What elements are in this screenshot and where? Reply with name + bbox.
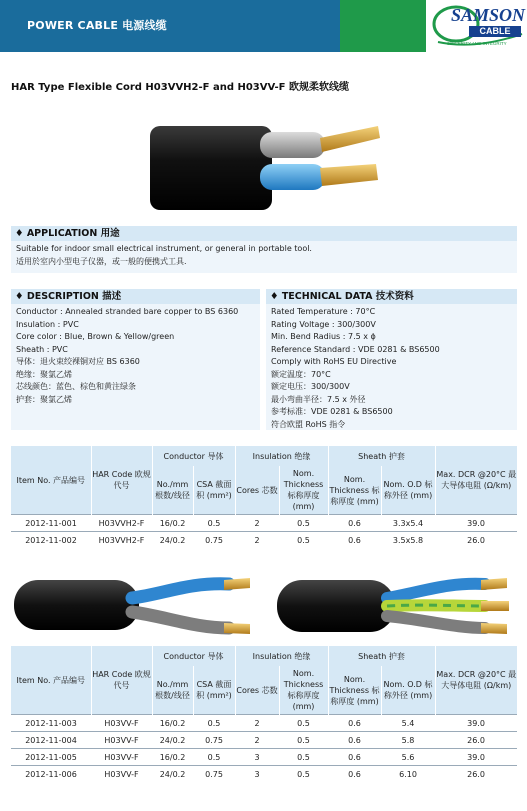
technical-line: Reference Standard : VDE 0281 & BS6500 xyxy=(271,344,440,354)
cell: 39.0 xyxy=(435,515,517,532)
cell: 3.3x5.4 xyxy=(381,515,435,532)
logo-wordmark-sub: CABLE xyxy=(469,26,521,37)
table-row xyxy=(11,515,517,532)
cell: 2012-11-001 xyxy=(11,515,91,532)
cell: 0.6 xyxy=(328,532,381,549)
table-row xyxy=(11,766,517,783)
cell: 3 xyxy=(235,749,279,766)
cell: 2 xyxy=(235,532,279,549)
cell: 24/0.2 xyxy=(152,732,193,749)
cell: 2 xyxy=(235,732,279,749)
col-max-dcr: Max. DCR @20°C 最大导体电阻 (Ω/km) xyxy=(435,446,517,515)
description-heading: ♦ DESCRIPTION 描述 xyxy=(11,289,260,304)
cell: 2 xyxy=(235,715,279,732)
logo-tagline: SINCERITY AND INTEGRITY xyxy=(447,41,507,46)
cell: 0.5 xyxy=(193,749,235,766)
application-body xyxy=(11,241,517,273)
group-sheath: Sheath 护套 xyxy=(328,646,435,666)
col-sheath-thickness: Nom. Thickness 标称厚度 (mm) xyxy=(328,666,381,715)
cell: 0.75 xyxy=(193,532,235,549)
cell: 2012-11-006 xyxy=(11,766,91,783)
cell: 0.6 xyxy=(328,515,381,532)
cell: 2012-11-002 xyxy=(11,532,91,549)
header-accent xyxy=(340,0,426,52)
group-sheath: Sheath 护套 xyxy=(328,446,435,466)
group-conductor: Conductor 导体 xyxy=(152,446,235,466)
technical-line: 额定温度：70°C xyxy=(271,369,331,379)
col-cores: Cores 芯数 xyxy=(235,466,279,515)
table-row xyxy=(11,749,517,766)
document-title: HAR Type Flexible Cord H03VVH2-F and H03VV-F 欧规柔软线缆 xyxy=(11,82,349,93)
cell: 5.8 xyxy=(381,732,435,749)
technical-line: Comply with RoHS EU Directive xyxy=(271,357,397,366)
col-od: Nom. O.D 标称外径 (mm) xyxy=(381,666,435,715)
col-max-dcr: Max. DCR @20°C 最大导体电阻 (Ω/km) xyxy=(435,646,517,715)
description-body xyxy=(11,304,260,430)
cell: 0.5 xyxy=(193,715,235,732)
cell: 2012-11-003 xyxy=(11,715,91,732)
description-line: 芯线颜色：蓝色、棕色和黄注绿条 xyxy=(16,382,136,391)
technical-heading: ♦ TECHNICAL DATA 技术资料 xyxy=(266,289,517,304)
technical-line: 额定电压：300/300V xyxy=(271,382,350,391)
three-core-round-cable-image xyxy=(277,572,517,640)
cell: 0.6 xyxy=(328,715,381,732)
description-line: 导体：退火束绞裸铜对应 BS 6360 xyxy=(16,357,140,366)
description-line: 护套：聚氯乙烯 xyxy=(16,394,72,404)
cell: 24/0.2 xyxy=(152,532,193,549)
col-har-code: HAR Code 欧规代号 xyxy=(91,446,152,515)
description-line: Core color : Blue, Brown & Yellow/green xyxy=(16,332,175,341)
description-line: Sheath : PVC xyxy=(16,344,68,354)
table-row xyxy=(11,732,517,749)
cell: 24/0.2 xyxy=(152,766,193,783)
cell: 0.6 xyxy=(328,766,381,783)
description-line: 绝缘：聚氯乙烯 xyxy=(16,369,72,379)
cell: 26.0 xyxy=(435,766,517,783)
cell: 2 xyxy=(235,515,279,532)
logo-wordmark: SAMSON xyxy=(451,5,526,25)
cell: 0.5 xyxy=(279,766,328,783)
technical-line: Rating Voltage : 300/300V xyxy=(271,319,376,329)
cell: 0.5 xyxy=(279,715,328,732)
technical-line: 最小弯曲半径：7.5 x 外径 xyxy=(271,394,366,404)
cell: 26.0 xyxy=(435,732,517,749)
cell: 0.75 xyxy=(193,766,235,783)
cell: 0.5 xyxy=(279,749,328,766)
cell: 6.10 xyxy=(381,766,435,783)
col-item-no: Item No. 产品编号 xyxy=(11,446,91,515)
cell: 16/0.2 xyxy=(152,749,193,766)
cell: 0.5 xyxy=(193,515,235,532)
header-title: POWER CABLE 电源线缆 xyxy=(27,19,167,32)
cell: H03VV-F xyxy=(91,732,152,749)
technical-body xyxy=(266,304,517,430)
description-line: Insulation : PVC xyxy=(16,319,79,329)
col-item-no: Item No. 产品编号 xyxy=(11,646,91,715)
technical-line: Rated Temperature : 70°C xyxy=(271,307,376,316)
cell: 39.0 xyxy=(435,715,517,732)
cell: 0.5 xyxy=(279,532,328,549)
col-csa: CSA 截面积 (mm²) xyxy=(193,466,235,515)
cell: 2012-11-004 xyxy=(11,732,91,749)
cell: 5.6 xyxy=(381,749,435,766)
description-line: Conductor : Annealed stranded bare copper to BS 6360 xyxy=(16,307,239,316)
technical-line: 参考标准：VDE 0281 & BS6500 xyxy=(271,407,393,416)
spec-table-h03vvh2f xyxy=(11,446,517,548)
group-conductor: Conductor 导体 xyxy=(152,646,235,666)
technical-line: Min. Bend Radius : 7.5 x ϕ xyxy=(271,332,376,341)
cell: H03VV-F xyxy=(91,766,152,783)
col-har-code: HAR Code 欧规代号 xyxy=(91,646,152,715)
application-heading: ♦ APPLICATION 用途 xyxy=(11,226,517,241)
col-no-mm: No./mm 根数/线径 xyxy=(152,466,193,515)
cell: 16/0.2 xyxy=(152,515,193,532)
cell: 5.4 xyxy=(381,715,435,732)
cell: H03VVH2-F xyxy=(91,515,152,532)
cell: 16/0.2 xyxy=(152,715,193,732)
table-row xyxy=(11,532,517,549)
cell: 0.75 xyxy=(193,732,235,749)
cell: 0.5 xyxy=(279,515,328,532)
col-csa: CSA 截面积 (mm²) xyxy=(193,666,235,715)
cell: 39.0 xyxy=(435,749,517,766)
application-line-en: Suitable for indoor small electrical instrument, or general in portable tool. xyxy=(16,244,312,253)
col-ins-thickness: Nom. Thickness 标称厚度 (mm) xyxy=(279,666,328,715)
cell: H03VV-F xyxy=(91,715,152,732)
col-no-mm: No./mm 根数/线径 xyxy=(152,666,193,715)
col-od: Nom. O.D 标称外径 (mm) xyxy=(381,466,435,515)
col-cores: Cores 芯数 xyxy=(235,666,279,715)
cell: 26.0 xyxy=(435,532,517,549)
cell: 0.6 xyxy=(328,749,381,766)
cell: 3.5x5.8 xyxy=(381,532,435,549)
cell: 0.5 xyxy=(279,732,328,749)
two-core-round-cable-image xyxy=(14,572,254,640)
cell: 0.6 xyxy=(328,732,381,749)
flat-cable-image xyxy=(150,118,385,218)
group-insulation: Insulation 绝缘 xyxy=(235,446,328,466)
cell: H03VVH2-F xyxy=(91,532,152,549)
cell: 2012-11-005 xyxy=(11,749,91,766)
col-sheath-thickness: Nom. Thickness 标称厚度 (mm) xyxy=(328,466,381,515)
spec-table-h03vvf xyxy=(11,646,517,782)
cell: 3 xyxy=(235,766,279,783)
cell: H03VV-F xyxy=(91,749,152,766)
group-insulation: Insulation 绝缘 xyxy=(235,646,328,666)
technical-line: 符合欧盟 RoHS 指令 xyxy=(271,419,346,429)
application-line-cn: 适用於室内小型电子仪器，或一般的便携式工具. xyxy=(16,256,187,266)
col-ins-thickness: Nom. Thickness 标称厚度 (mm) xyxy=(279,466,328,515)
table-row xyxy=(11,715,517,732)
